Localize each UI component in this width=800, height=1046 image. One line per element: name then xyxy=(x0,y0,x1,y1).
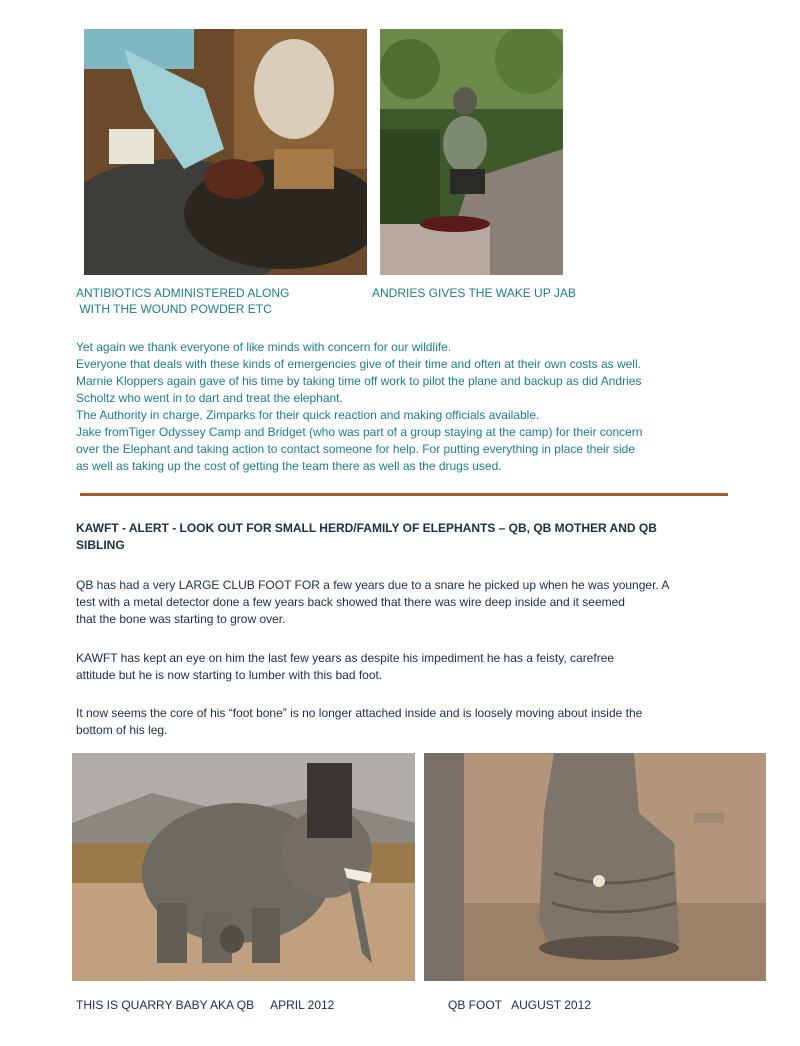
caption-wake-up-jab: ANDRIES GIVES THE WAKE UP JAB xyxy=(372,286,576,300)
caption-antibiotics-line2: WITH THE WOUND POWDER ETC xyxy=(76,302,272,316)
caption-quarry-baby: THIS IS QUARRY BABY AKA QB APRIL 2012 xyxy=(76,998,335,1012)
thanks-paragraph xyxy=(76,339,726,475)
thanks-line: Yet again we thank everyone of like minds with concern for our wildlife. xyxy=(76,340,452,354)
caption-qb-foot: QB FOOT AUGUST 2012 xyxy=(448,998,591,1012)
thanks-line: Jake fromTiger Odyssey Camp and Bridget (who was part of a group staying at the camp) for their concern xyxy=(76,425,643,439)
paragraph-line: that the bone was starting to grow over. xyxy=(76,612,286,626)
caption-antibiotics-line1: ANTIBIOTICS ADMINISTERED ALONG xyxy=(76,286,290,300)
thanks-line: The Authority in charge, Zimparks for their quick reaction and making officials available. xyxy=(76,408,540,422)
paragraph-line: QB has had a very LARGE CLUB FOOT FOR a few years due to a snare he picked up when he was younger. A xyxy=(76,578,670,592)
kawft-watch-paragraph xyxy=(76,650,726,684)
thanks-line: Scholtz who went in to dart and treat the elephant. xyxy=(76,391,343,405)
thanks-line: Everyone that deals with these kinds of emergencies give of their time and often at their own costs as well. xyxy=(76,357,641,371)
alert-heading-line: SIBLING xyxy=(76,538,125,552)
thanks-line: as well as taking up the cost of getting the team there as well as the drugs used. xyxy=(76,459,502,473)
paragraph-line: bottom of his leg. xyxy=(76,723,168,737)
paragraph-line: attitude but he is now starting to lumber with this bad foot. xyxy=(76,668,383,682)
photo-qb-foot xyxy=(424,753,766,981)
paragraph-line: KAWFT has kept an eye on him the last few years as despite his impediment he has a feisty, carefree xyxy=(76,651,615,665)
photo-antibiotics xyxy=(84,29,367,275)
foot-bone-paragraph xyxy=(76,705,726,739)
paragraph-line: It now seems the core of his “foot bone” is no longer attached inside and is loosely moving about inside the xyxy=(76,706,643,720)
photo-wake-up-jab xyxy=(380,29,563,275)
club-foot-paragraph xyxy=(76,577,726,628)
section-divider xyxy=(80,493,728,496)
alert-heading xyxy=(76,520,726,554)
thanks-line: Marnie Kloppers again gave of his time by taking time off work to pilot the plane and backup as did Andries xyxy=(76,374,642,388)
thanks-line: over the Elephant and taking action to contact someone for help. For putting everything in place their side xyxy=(76,442,636,456)
alert-heading-line: KAWFT - ALERT - LOOK OUT FOR SMALL HERD/FAMILY OF ELEPHANTS – QB, QB MOTHER AND QB xyxy=(76,521,657,535)
photo-quarry-baby xyxy=(72,753,415,981)
paragraph-line: test with a metal detector done a few years back showed that there was wire deep inside and it seemed xyxy=(76,595,625,609)
